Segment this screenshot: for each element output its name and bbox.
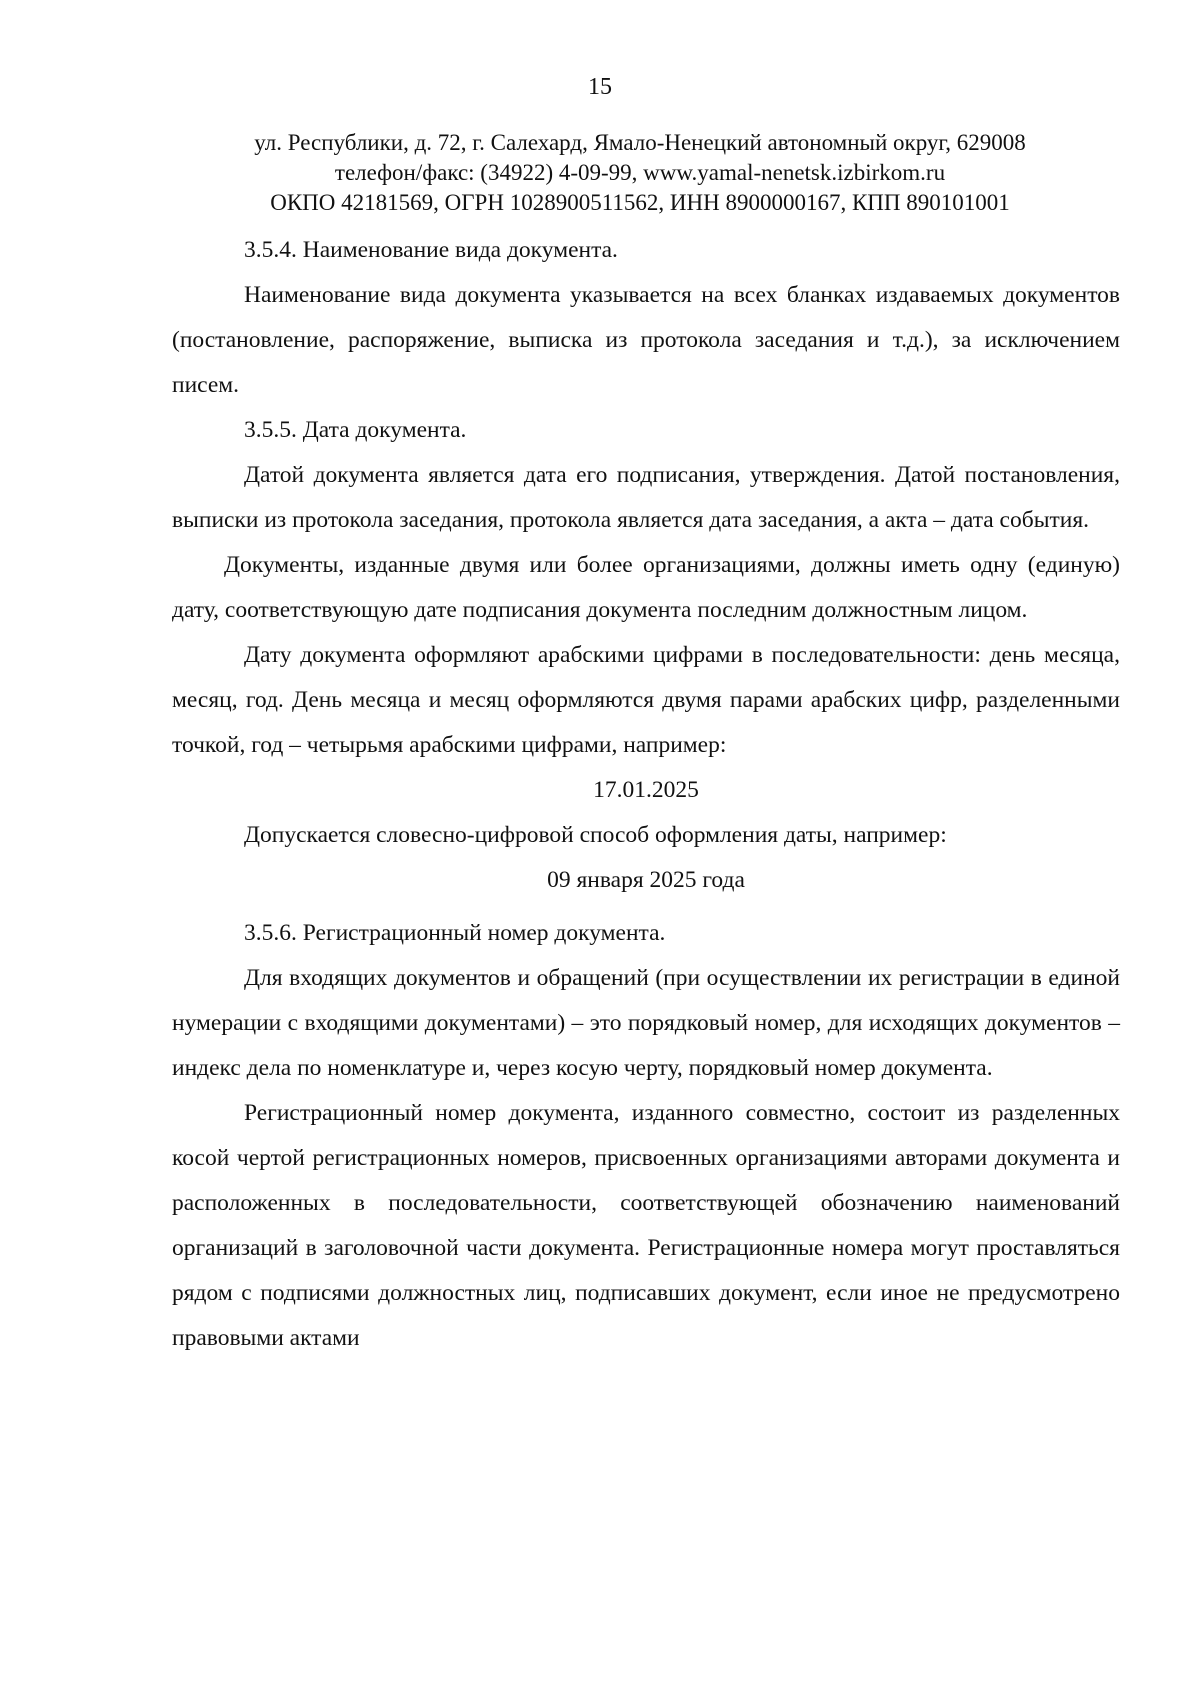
paragraph-date-format: Дату документа оформляют арабскими цифрами в последовательности: день месяца, месяц, год. День месяца и месяц оформляются двумя парами арабских цифр, разделенными точкой, год – четырьмя арабскими цифрами, например: <box>172 642 1120 758</box>
paragraph-document-type: Наименование вида документа указывается на всех бланках издаваемых документов (постановление, распоряжение, выписка из протокола заседания и т.д.), за исключением писем. <box>172 282 1120 398</box>
section-heading-3-5-6: 3.5.6. Регистрационный номер документа. <box>244 920 666 946</box>
header-contacts: телефон/факс: (34922) 4-09-99, www.yamal-nenetsk.izbirkom.ru <box>334 160 946 185</box>
section-heading-3-5-5: 3.5.5. Дата документа. <box>244 417 467 443</box>
paragraph-joint-date: Документы, изданные двумя или более организациями, должны иметь одну (единую) дату, соответствующую дате подписания документа последним должностным лицом. <box>172 552 1120 623</box>
header-registration: ОКПО 42181569, ОГРН 1028900511562, ИНН 8900000167, КПП 890101001 <box>270 190 1010 215</box>
header-address: ул. Республики, д. 72, г. Салехард, Ямало-Ненецкий автономный округ, 629008 <box>254 130 1026 155</box>
paragraph-registration-number: Для входящих документов и обращений (при осуществлении их регистрации в единой нумерации с входящими документами) – это порядковый номер, для исходящих документов – индекс дела по номенклатуре и, через косую черту, порядковый номер документа. <box>172 965 1120 1081</box>
date-example-verbal: 09 января 2025 года <box>547 867 745 893</box>
page-number: 15 <box>588 74 612 100</box>
document-body <box>172 228 1120 1361</box>
paragraph-document-date: Датой документа является дата его подписания, утверждения. Датой постановления, выписки из протокола заседания, протокола является дата заседания, а акта – дата события. <box>172 462 1120 533</box>
section-heading-3-5-4: 3.5.4. Наименование вида документа. <box>244 237 618 263</box>
paragraph-verbal-date: Допускается словесно-цифровой способ оформления даты, например: <box>244 822 947 848</box>
date-example-numeric: 17.01.2025 <box>593 777 699 803</box>
paragraph-joint-registration-number: Регистрационный номер документа, изданного совместно, состоит из разделенных косой чертой регистрационных номеров, присвоенных организациями авторами документа и расположенных в последовательности, соответствующей обозначению наименований организаций в заголовочной части документа. Регистрационные номера могут проставляться рядом с подписями должностных лиц, подписавших документ, если иное не предусмотрено правовыми актами <box>172 1100 1120 1351</box>
letterhead-block <box>160 128 1120 218</box>
